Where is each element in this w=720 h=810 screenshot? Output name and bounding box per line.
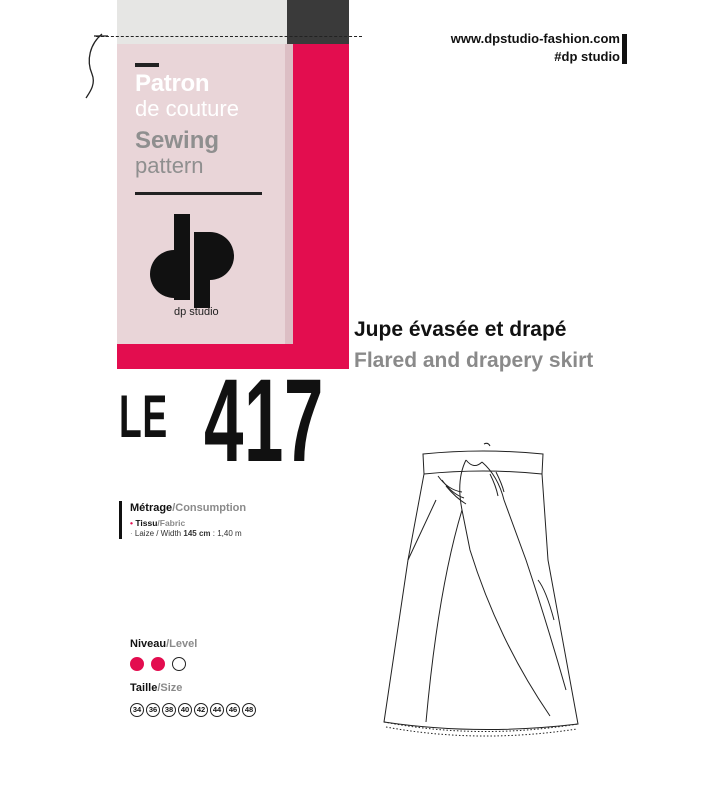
envelope-dark-corner (287, 0, 349, 44)
envelope-title-fr: Patron (135, 70, 210, 97)
fabric-line (130, 518, 185, 528)
width-value: 145 cm (183, 529, 211, 538)
fabric-label-fr: Tissu (135, 518, 158, 528)
pattern-code-prefix: LE (119, 383, 168, 450)
thread-icon (82, 30, 108, 102)
fabric-label-en: /Fabric (157, 518, 186, 528)
size-option: 40 (178, 703, 192, 717)
level-label-fr: Niveau (130, 638, 167, 650)
level-dot (151, 657, 165, 671)
skirt-illustration (378, 440, 588, 740)
header-bar (622, 34, 627, 64)
size-heading (130, 682, 182, 694)
size-label-fr: Taille (130, 682, 158, 694)
envelope-top-flap (117, 0, 287, 44)
bullet-small-icon: · (130, 529, 135, 538)
level-label-en: /Level (166, 638, 198, 650)
consumption-heading (130, 502, 246, 514)
size-option: 44 (210, 703, 224, 717)
size-option: 42 (194, 703, 208, 717)
level-heading (130, 638, 197, 650)
bullet-icon: • (130, 518, 136, 528)
width-length: : 1,40 m (212, 529, 242, 538)
website-link[interactable]: www.dpstudio-fashion.com (450, 31, 620, 46)
consumption-bar (119, 501, 122, 539)
level-dot (172, 657, 186, 671)
consumption-label-en: /Consumption (172, 502, 247, 514)
envelope-pink-sheet-edge (285, 44, 293, 344)
header-links (451, 30, 620, 66)
pattern-code-number: 417 (204, 355, 324, 487)
dp-logo-icon (140, 210, 250, 310)
width-label: Laize / Width (134, 529, 182, 538)
envelope-subtitle-en: pattern (135, 153, 204, 178)
size-option: 48 (242, 703, 256, 717)
size-option: 38 (162, 703, 176, 717)
size-option: 46 (226, 703, 240, 717)
size-option: 34 (130, 703, 144, 717)
brand-name: dp studio (174, 306, 219, 318)
width-line (130, 529, 242, 538)
consumption-label-fr: Métrage (130, 502, 173, 514)
size-label-en: /Size (157, 682, 183, 694)
cut-line (96, 36, 362, 37)
level-dot (130, 657, 144, 671)
title-french: Jupe évasée et drapé (354, 318, 567, 341)
envelope-subtitle-fr: de couture (135, 96, 239, 121)
title-english: Flared and drapery skirt (354, 349, 594, 372)
envelope-rule-bottom (135, 192, 262, 195)
hashtag: #dp studio (554, 49, 620, 64)
envelope-rule-top (135, 63, 159, 67)
size-option: 36 (146, 703, 160, 717)
envelope-title-en: Sewing (135, 127, 220, 154)
